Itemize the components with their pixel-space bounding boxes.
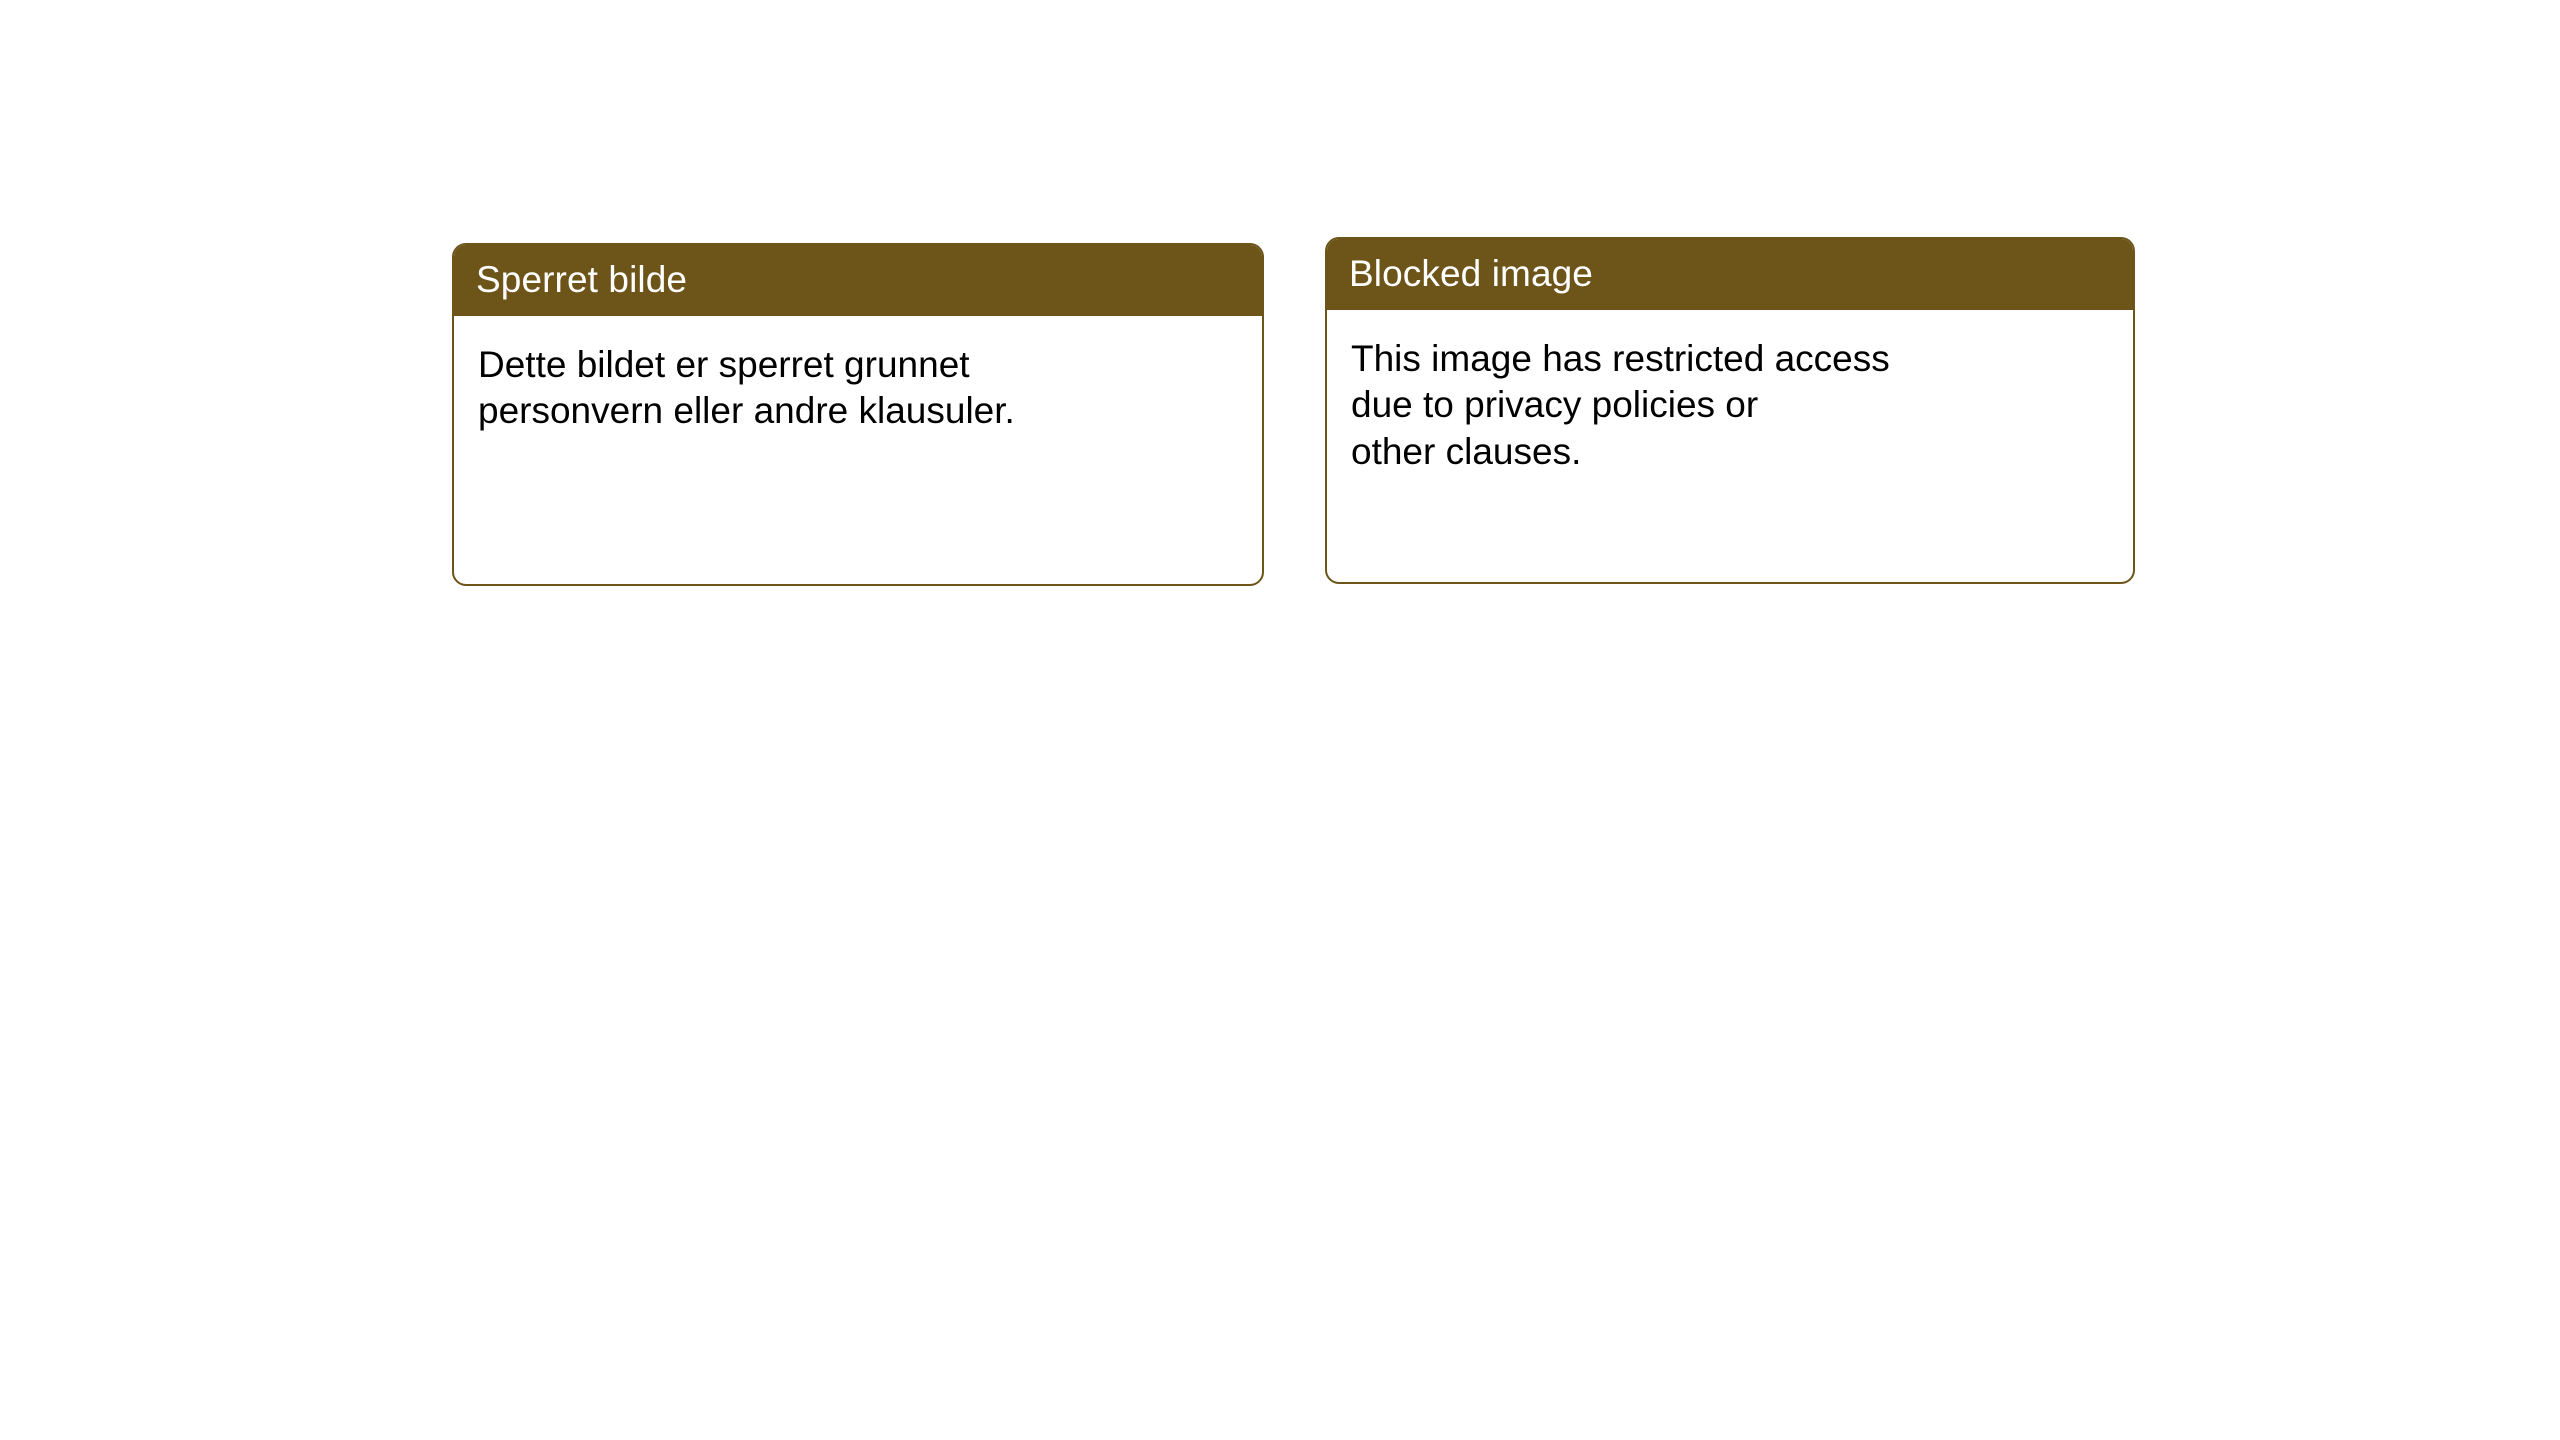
notice-title-no: Sperret bilde — [454, 245, 1262, 316]
blocked-image-notice-no — [452, 243, 1264, 586]
notice-body-line: due to privacy policies or — [1351, 384, 1759, 426]
notice-body-no — [454, 316, 1262, 435]
notice-body-line: Dette bildet er sperret grunnet — [478, 344, 970, 385]
blocked-image-notice-en — [1325, 237, 2135, 584]
notice-body-line: This image has restricted access — [1351, 338, 1890, 379]
notice-body-line: other clauses. — [1351, 430, 1582, 472]
notice-body-en — [1327, 310, 2133, 475]
notice-title-en: Blocked image — [1327, 239, 2133, 310]
notice-body-line: personvern eller andre klausuler. — [478, 390, 1015, 432]
